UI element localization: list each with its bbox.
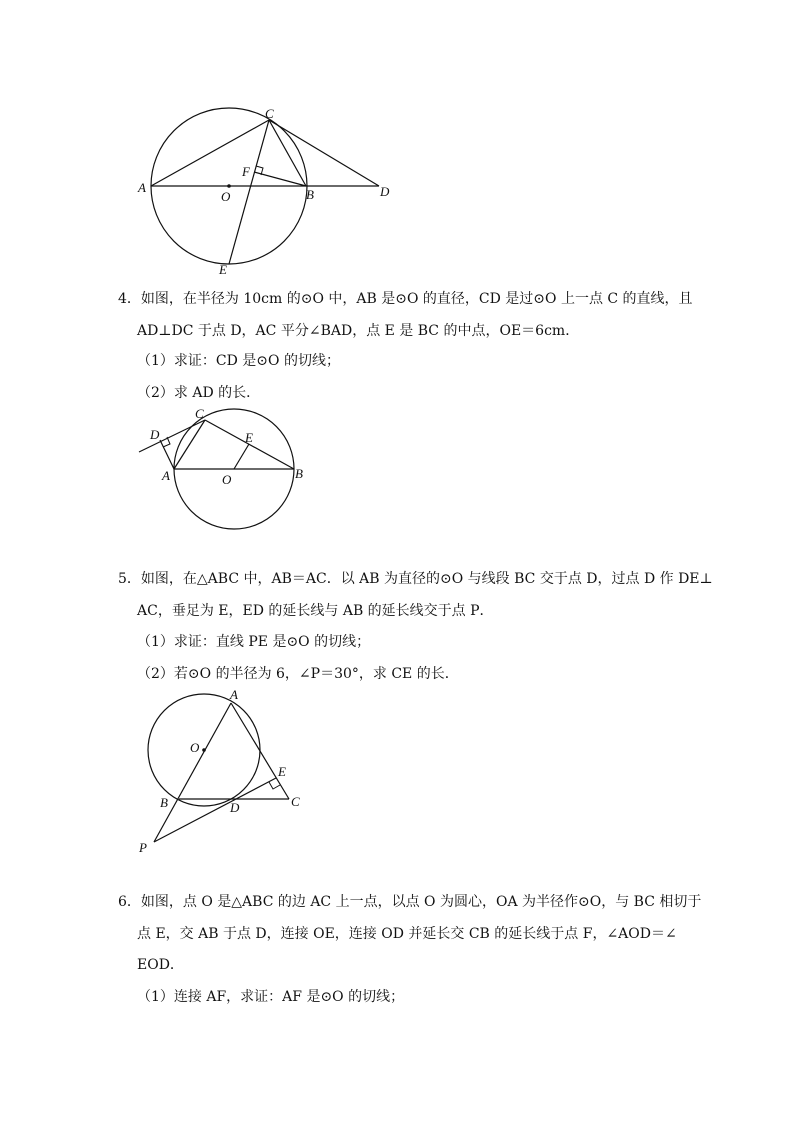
q5-label-E: E: [278, 764, 286, 779]
q5-label-A: A: [230, 687, 238, 702]
fig1-label-B: B: [306, 187, 314, 202]
q4-label-B: B: [295, 466, 303, 481]
q5-label-O: O: [190, 740, 200, 755]
q4-line-2: AD⊥DC 于点 D，AC 平分∠BAD，点 E 是 BC 的中点，OE＝6cm．: [137, 323, 580, 339]
q4-part-1: （1）求证：CD 是⊙O 的切线；: [137, 353, 340, 369]
q6-part-1: （1）连接 AF，求证：AF 是⊙O 的切线；: [137, 989, 405, 1005]
q5-right-angle-mark: [269, 782, 280, 789]
q5-center-dot: [202, 748, 206, 752]
q5-label-D: D: [230, 800, 240, 815]
q4-label-C: C: [195, 406, 204, 421]
fig1-label-F: F: [242, 164, 250, 179]
q5-line-1: 5．如图，在△ABC 中，AB＝AC．以 AB 为直径的⊙O 与线段 BC 交于点 D，过点 D 作 DE⊥: [118, 571, 713, 587]
q4-label-O: O: [222, 472, 232, 487]
q5-line-AC: [231, 703, 289, 799]
q5-label-P: P: [139, 840, 147, 855]
fig1-label-C: C: [265, 106, 274, 121]
q5-line-2: AC，垂足为 E，ED 的延长线与 AB 的延长线交于点 P．: [137, 603, 494, 619]
q5-part-2: （2）若⊙O 的半径为 6，∠P＝30°，求 CE 的长．: [137, 666, 459, 682]
fig1-label-D: D: [380, 184, 390, 199]
q5-part-1: （1）求证：直线 PE 是⊙O 的切线；: [137, 634, 371, 650]
fig1-label-A: A: [138, 180, 146, 195]
q6-line-3: EOD．: [137, 957, 184, 973]
q6-line-2: 点 E，交 AB 于点 D，连接 OE，连接 OD 并延长交 CB 的延长线于点 F，∠AOD＝∠: [137, 926, 677, 942]
q4-label-A: A: [162, 468, 170, 483]
q4-line-1: 4．如图，在半径为 10cm 的⊙O 中，AB 是⊙O 的直径，CD 是过⊙O 上一点 C 的直线，且: [118, 291, 693, 307]
q5-label-C: C: [291, 794, 300, 809]
q4-label-E: E: [245, 430, 253, 445]
q5-label-B: B: [160, 795, 168, 810]
q4-label-D: D: [150, 427, 160, 442]
q6-line-1: 6．如图，点 O 是△ABC 的边 AC 上一点，以点 O 为圆心，OA 为半径作⊙O，与 BC 相切于: [118, 894, 702, 910]
q4-part-2: （2）求 AD 的长．: [137, 385, 261, 401]
fig1-label-O: O: [221, 189, 231, 204]
fig1-label-E: E: [219, 262, 227, 277]
